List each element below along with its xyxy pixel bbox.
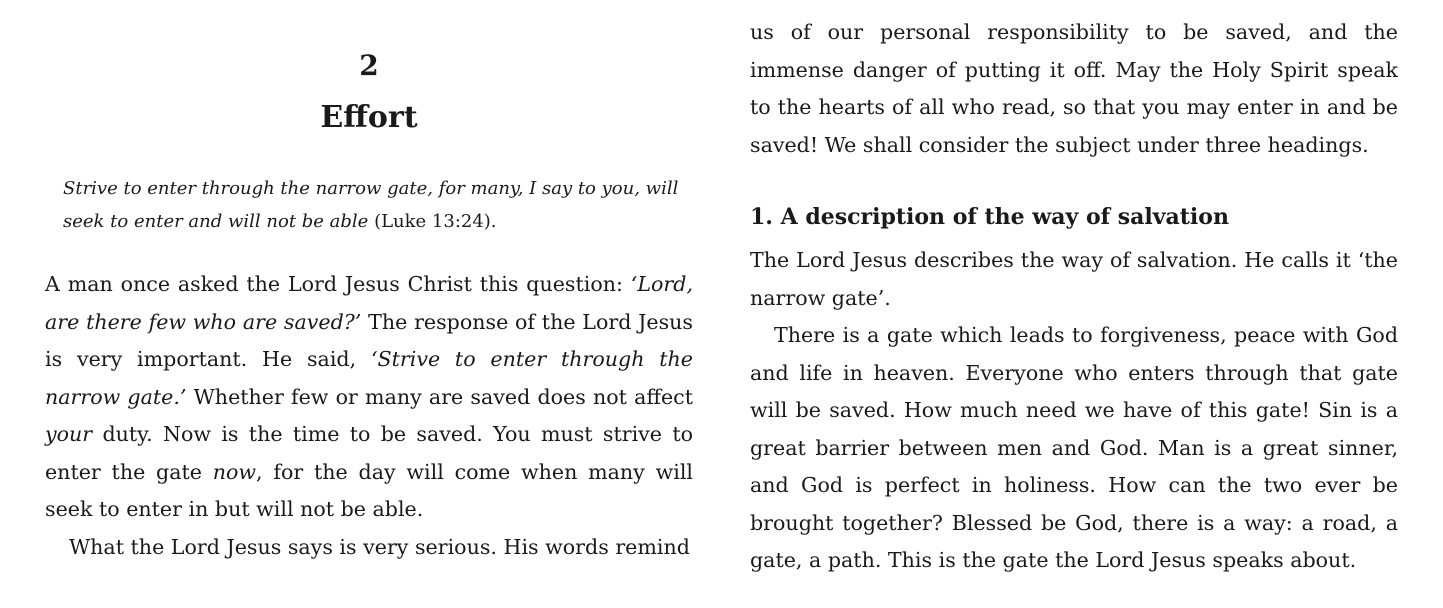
paragraph-1-text-2: The response of the Lord Jesus is very important. He said,: [45, 309, 694, 371]
left-body-text: [45, 266, 693, 566]
section-heading: 1. A description of the way of salvation: [750, 204, 1229, 230]
chapter-title: Effort: [320, 100, 418, 135]
paragraph-1-text-5: , for the day will come when many will seek to enter in but will not be able.: [45, 459, 693, 521]
paragraph-3: The Lord Jesus describes the way of salvation. He calls it ‘the narrow gate’.: [750, 248, 1398, 310]
right-intro-text: [750, 14, 1398, 164]
paragraph-1-italic-3: your: [45, 422, 93, 446]
paragraph-2-start: What the Lord Jesus says is very serious. His words remind: [69, 534, 690, 559]
paragraph-4: There is a gate which leads to forgiveness, peace with God and life in heaven. Everyone who enters through that gate will be saved. How much need we have of this gate! Sin is a great barrier between men and God. Man is a great sinner, and God is perfect in holiness. How can the two ever be brought together? Blessed be God, there is a way: a road, a gate, a path. This is the gate the Lord Jesus speaks about.: [750, 323, 1398, 572]
paragraph-1-text-4: duty. Now is the time to be saved. You must strive to enter the gate: [45, 422, 693, 484]
paragraph-1: [45, 266, 693, 529]
paragraph-1-text-1: A man once asked the Lord Jesus Christ this question:: [45, 272, 631, 296]
paragraph-1-text-3: Whether few or many are saved does not affect: [186, 384, 693, 409]
paragraph-2-end: us of our personal responsibility to be saved, and the immense danger of putting it off. May the Holy Spirit speak to the hearts of all who read, so that you may enter in and be saved! We shall consider the subject under three headings.: [750, 20, 1398, 157]
epigraph: [63, 172, 693, 238]
right-body-text: [750, 242, 1398, 580]
chapter-number: 2: [359, 49, 379, 82]
epigraph-quote: Strive to enter through the narrow gate, for many, I say to you, will seek to enter and will not be able: [63, 178, 679, 232]
paragraph-1-italic-1: ‘Lord, are there few who are saved?’: [45, 272, 693, 334]
paragraph-1-italic-2: ‘Strive to enter through the narrow gate.’: [45, 347, 693, 409]
paragraph-1-italic-4: now: [212, 459, 257, 484]
epigraph-reference: (Luke 13:24).: [368, 211, 497, 232]
